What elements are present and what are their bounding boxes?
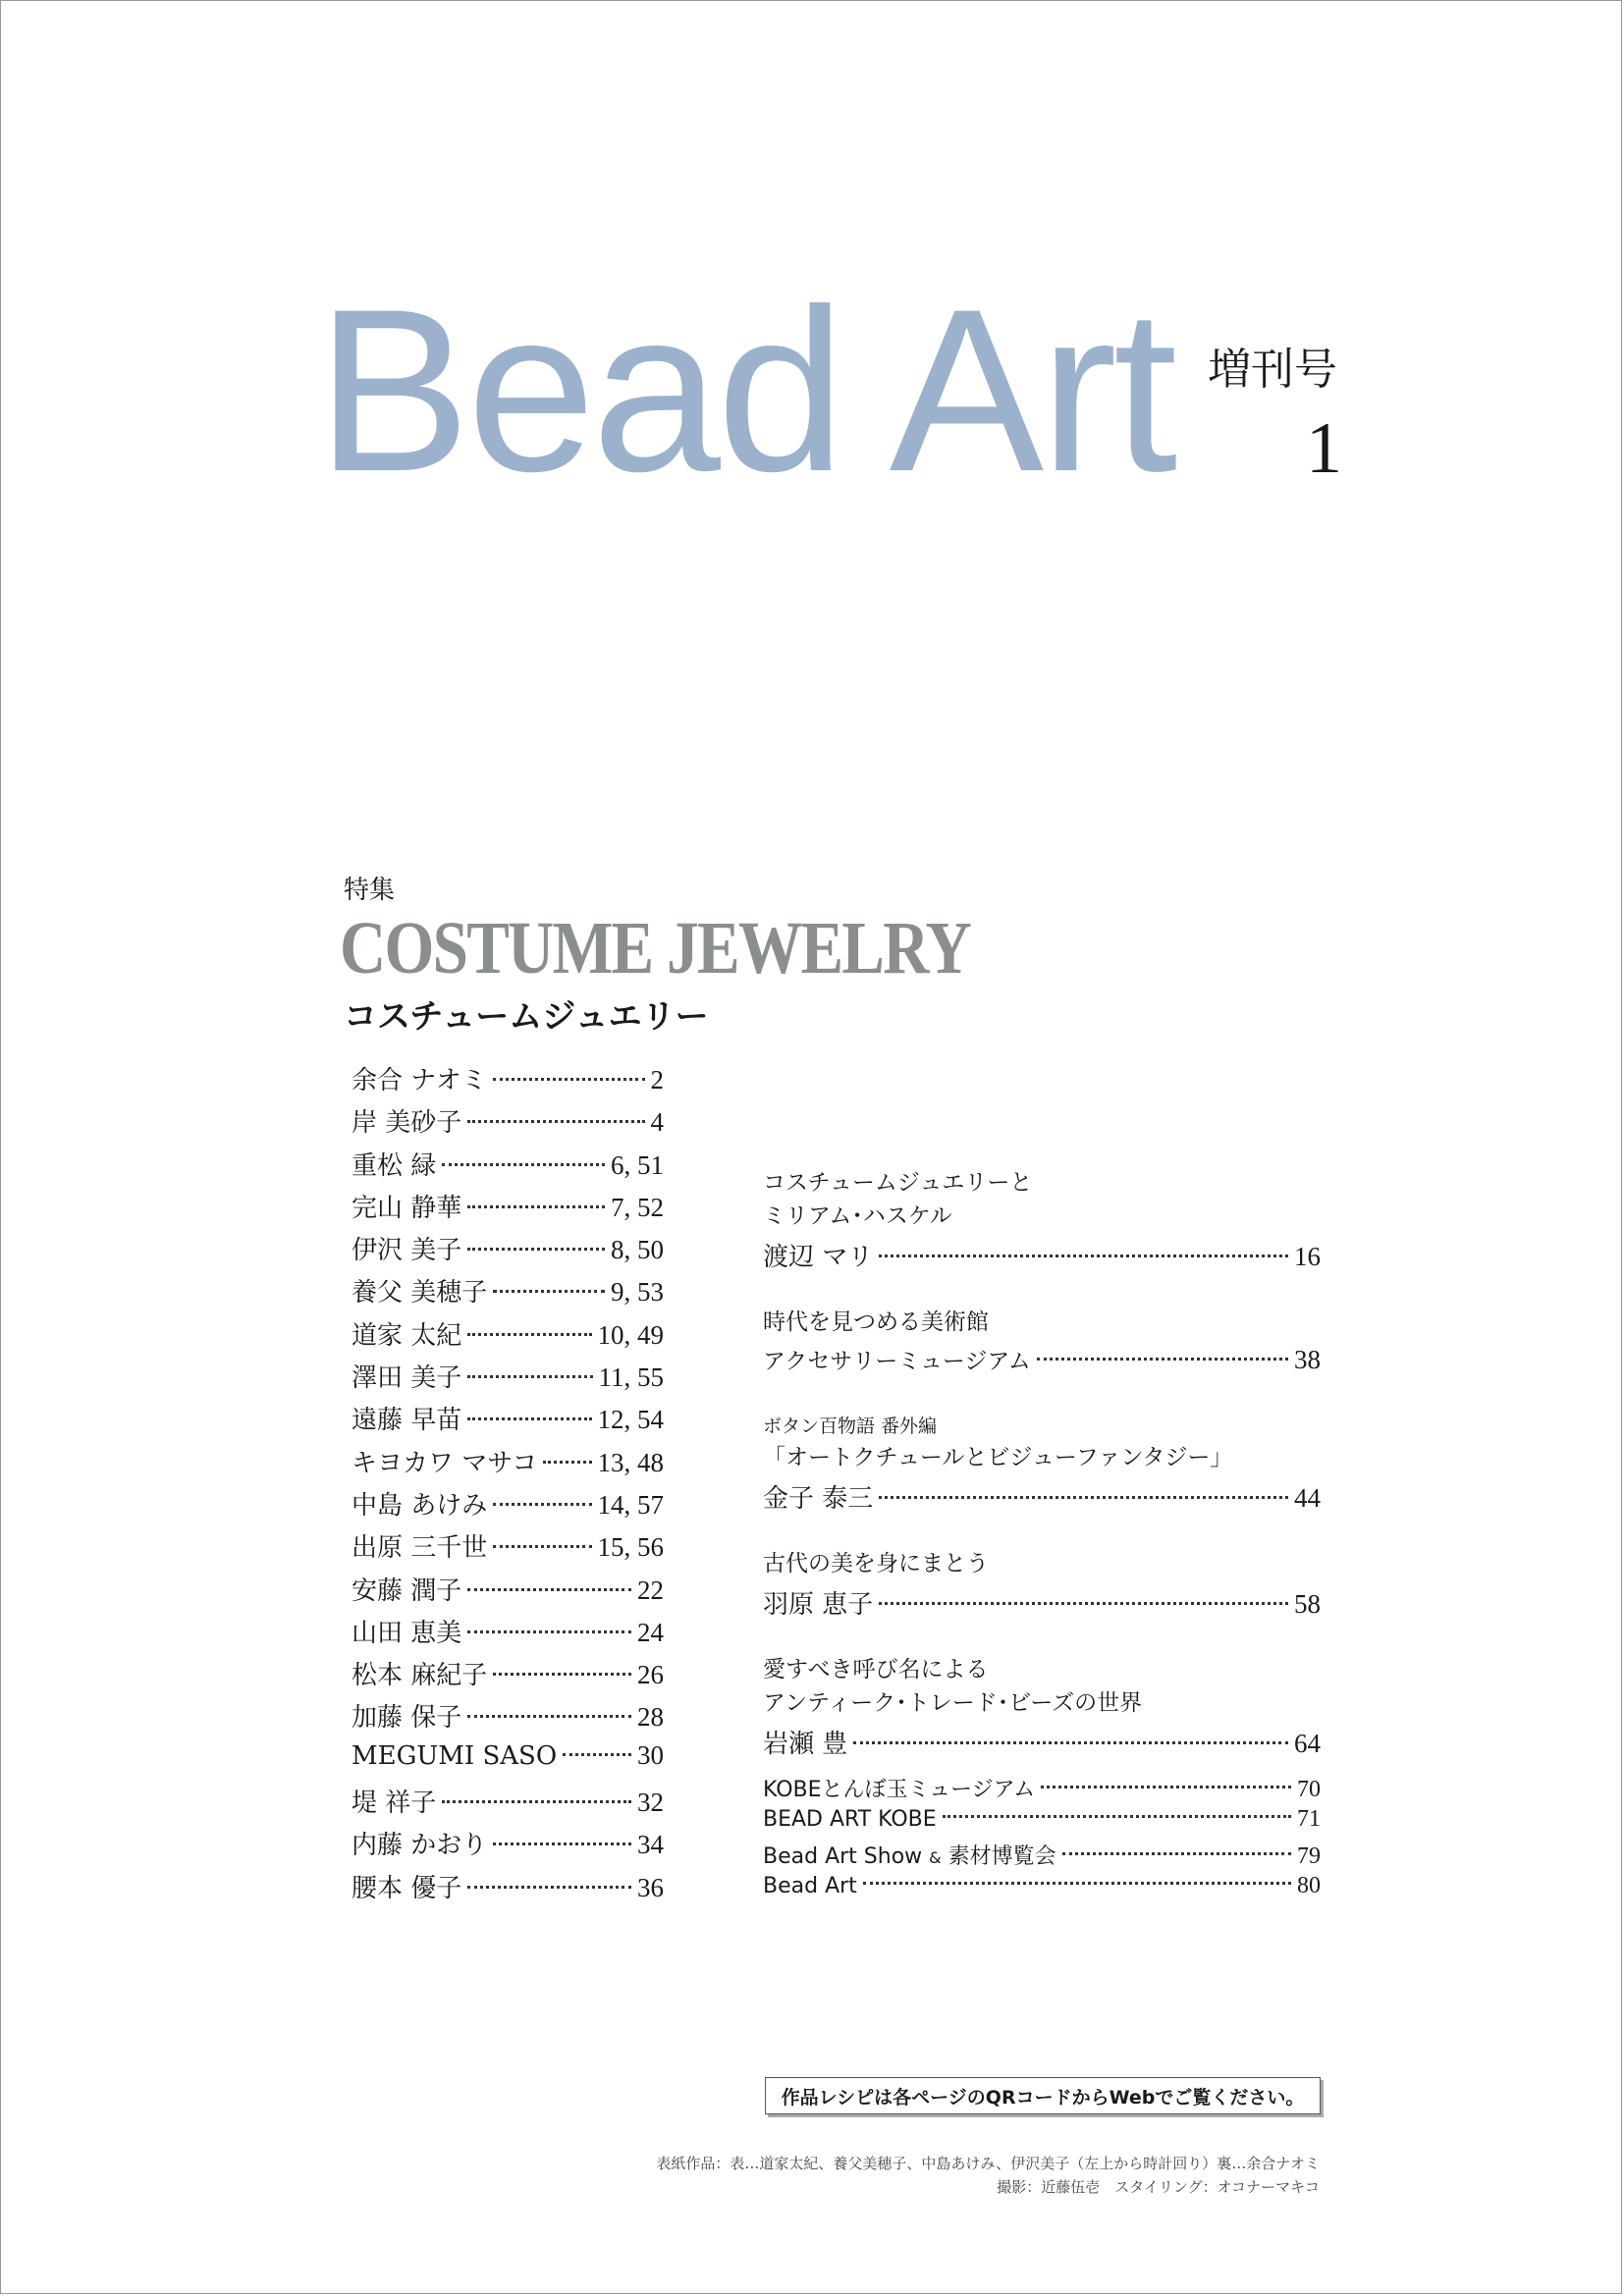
- dot-leader: [493, 1503, 591, 1506]
- entry-name: 堤 祥子: [352, 1789, 437, 1819]
- article-pages: 38: [1294, 1345, 1321, 1374]
- artist-list: [352, 1060, 664, 1910]
- entry-name-head: Bead Art Show: [763, 1844, 923, 1869]
- article-title-line: アンティーク･トレード･ビーズの世界: [763, 1690, 1143, 1716]
- magazine-title: Bead Art: [316, 261, 1174, 520]
- dot-leader: [853, 1741, 1288, 1744]
- entry-pages: 22: [637, 1575, 664, 1605]
- dot-leader: [467, 1417, 591, 1420]
- toc-entry[interactable]: [352, 1315, 664, 1358]
- entry-name: [763, 1840, 1056, 1870]
- dot-leader: [493, 1842, 631, 1845]
- credits: [656, 2152, 1320, 2199]
- dot-leader: [863, 1882, 1291, 1885]
- entry-pages: 70: [1297, 1777, 1321, 1802]
- entry-pages: 8, 50: [611, 1235, 664, 1265]
- entry-name: 岸 美砂子: [352, 1108, 462, 1139]
- entry-pages: 28: [637, 1702, 664, 1733]
- dot-leader: [943, 1815, 1291, 1818]
- feature-subtitle: コスチュームジュエリー: [344, 997, 709, 1037]
- issue-number: 1: [1306, 408, 1342, 489]
- toc-entry[interactable]: [352, 1740, 664, 1783]
- article-title-line: 古代の美を身にまとう: [763, 1551, 989, 1576]
- toc-entry[interactable]: [763, 1840, 1321, 1873]
- dot-leader: [493, 1545, 591, 1548]
- article-pages: 64: [1294, 1729, 1321, 1758]
- dot-leader: [563, 1753, 631, 1756]
- toc-entry[interactable]: [352, 1527, 664, 1570]
- dot-leader: [467, 1205, 605, 1208]
- dot-leader: [879, 1255, 1288, 1257]
- toc-entry[interactable]: [352, 1655, 664, 1697]
- article-title-line: 愛すべき呼び名による: [763, 1657, 989, 1682]
- dot-leader: [467, 1333, 591, 1336]
- article-entry[interactable]: [763, 1412, 1321, 1522]
- entry-pages: 12, 54: [597, 1405, 664, 1435]
- entry-name: 澤田 美子: [352, 1363, 462, 1394]
- entry-name: 出原 三千世: [352, 1533, 488, 1564]
- dot-leader: [493, 1290, 605, 1293]
- entry-name: 松本 麻紀子: [352, 1661, 488, 1691]
- toc-entry[interactable]: [352, 1825, 664, 1867]
- entry-pages: 15, 56: [597, 1532, 664, 1563]
- entry-pages: 79: [1297, 1843, 1321, 1869]
- entry-name: 加藤 保子: [352, 1703, 462, 1734]
- entry-name: 伊沢 美子: [352, 1236, 462, 1266]
- article-author: 羽原 恵子: [763, 1590, 874, 1620]
- toc-entry[interactable]: [352, 1230, 664, 1272]
- feature-label: 特集: [344, 876, 396, 905]
- entry-name: 安藤 潤子: [352, 1575, 462, 1606]
- toc-entry[interactable]: [352, 1571, 664, 1613]
- toc-entry[interactable]: [352, 1783, 664, 1825]
- dot-leader: [493, 1078, 645, 1081]
- toc-entry[interactable]: [763, 1873, 1321, 1906]
- entry-pages: 2: [650, 1065, 664, 1095]
- dot-leader: [467, 1630, 631, 1633]
- toc-entry[interactable]: [763, 1773, 1321, 1806]
- staff-credit: 撮影：近藤伍壱 スタイリング：オコナーマキコ: [997, 2178, 1320, 2196]
- entry-name: キヨカワ マサコ: [352, 1448, 538, 1478]
- entry-pages: 10, 49: [597, 1319, 664, 1350]
- entry-pages: 6, 51: [611, 1149, 664, 1180]
- entry-pages: 71: [1297, 1806, 1321, 1832]
- entry-name-tail: 素材博覧会: [947, 1844, 1056, 1869]
- article-author: 金子 泰三: [763, 1484, 874, 1514]
- dot-leader: [493, 1673, 631, 1676]
- article-entry[interactable]: [763, 1653, 1321, 1767]
- entry-pages: 26: [637, 1660, 664, 1690]
- entry-name: BEAD ART KOBE: [763, 1807, 937, 1832]
- entry-pages: 11, 55: [598, 1362, 664, 1393]
- dot-leader: [442, 1800, 631, 1803]
- recipe-notice: 作品レシピは各ページのQRコードからWebでご覧ください。: [765, 2077, 1321, 2114]
- dot-leader: [1062, 1852, 1291, 1855]
- toc-entry[interactable]: [763, 1806, 1321, 1840]
- dot-leader: [467, 1886, 631, 1889]
- article-entry[interactable]: [763, 1166, 1321, 1280]
- entry-name: 養父 美穂子: [352, 1278, 488, 1308]
- toc-entry[interactable]: [352, 1400, 664, 1442]
- entry-name: 道家 太紀: [352, 1320, 462, 1351]
- article-entry[interactable]: [763, 1306, 1321, 1386]
- toc-entry[interactable]: [352, 1868, 664, 1910]
- toc-entry[interactable]: [352, 1272, 664, 1314]
- toc-entry[interactable]: [352, 1102, 664, 1145]
- dot-leader: [467, 1588, 631, 1591]
- article-title-line: コスチュームジュエリーと: [763, 1170, 1033, 1196]
- entry-pages: 24: [637, 1617, 664, 1647]
- entry-pages: 13, 48: [597, 1447, 664, 1477]
- article-pages: 44: [1294, 1483, 1321, 1513]
- entry-name: 中島 あけみ: [352, 1490, 488, 1521]
- entry-pages: 9, 53: [611, 1277, 664, 1308]
- dot-leader: [467, 1248, 605, 1251]
- article-kicker: ボタン百物語 番外編: [763, 1415, 938, 1437]
- entry-name: 完山 静華: [352, 1193, 462, 1223]
- extras-list: [763, 1773, 1321, 1906]
- article-list: [763, 1166, 1321, 1792]
- entry-pages: 80: [1297, 1873, 1321, 1898]
- dot-leader: [543, 1461, 591, 1464]
- entry-pages: 32: [637, 1788, 664, 1818]
- cover-credit: 表紙作品：表…道家太紀、養父美穂子、中島あけみ、伊沢美子（左上から時計回り）裏…余合ナオミ: [656, 2155, 1320, 2172]
- entry-pages: 14, 57: [597, 1489, 664, 1520]
- entry-name: KOBEとんぼ玉ミュージアム: [763, 1778, 1036, 1802]
- entry-pages: 34: [637, 1830, 664, 1860]
- article-author: アクセサリーミュージアム: [763, 1349, 1031, 1374]
- article-title-line: 「オートクチュールとビジューファンタジー」: [763, 1445, 1233, 1470]
- entry-name: Bead Art: [763, 1874, 857, 1898]
- feature-title: COSTUME JEWELRY: [340, 907, 970, 989]
- entry-name: 重松 緑: [352, 1150, 437, 1181]
- article-title-line: 時代を見つめる美術館: [763, 1309, 989, 1335]
- article-entry[interactable]: [763, 1547, 1321, 1628]
- issue-label: 増刊号: [1208, 345, 1337, 395]
- article-title-line: ミリアム･ハスケル: [763, 1203, 952, 1229]
- article-pages: 16: [1294, 1242, 1321, 1271]
- toc-entry[interactable]: [352, 1613, 664, 1655]
- entry-name: 内藤 かおり: [352, 1831, 488, 1861]
- toc-entry[interactable]: [352, 1697, 664, 1739]
- entry-pages: 4: [650, 1107, 664, 1138]
- toc-entry[interactable]: [352, 1358, 664, 1400]
- entry-name: 山田 恵美: [352, 1618, 462, 1648]
- entry-name: 余合 ナオミ: [352, 1066, 487, 1095]
- dot-leader: [467, 1120, 644, 1123]
- toc-entry[interactable]: [352, 1485, 664, 1527]
- dot-leader: [879, 1496, 1288, 1499]
- dot-leader: [879, 1602, 1288, 1605]
- entry-pages: 7, 52: [611, 1192, 664, 1222]
- toc-entry[interactable]: [352, 1146, 664, 1188]
- dot-leader: [1037, 1358, 1288, 1361]
- article-author: 渡辺 マリ: [763, 1243, 874, 1272]
- dot-leader: [467, 1375, 592, 1378]
- entry-name: 遠藤 早苗: [352, 1406, 462, 1436]
- entry-name: 腰本 優子: [352, 1873, 462, 1903]
- entry-pages: 36: [637, 1872, 664, 1902]
- dot-leader: [1041, 1786, 1291, 1789]
- entry-name: MEGUMI SASO: [352, 1740, 558, 1771]
- dot-leader: [442, 1163, 605, 1166]
- entry-pages: 30: [637, 1739, 664, 1770]
- toc-entry[interactable]: [352, 1188, 664, 1230]
- toc-entry[interactable]: [352, 1060, 664, 1102]
- article-pages: 58: [1294, 1589, 1321, 1619]
- article-author: 岩瀬 豊: [763, 1730, 848, 1759]
- dot-leader: [467, 1715, 631, 1718]
- ampersand: &: [929, 1848, 942, 1867]
- toc-entry[interactable]: [352, 1443, 664, 1485]
